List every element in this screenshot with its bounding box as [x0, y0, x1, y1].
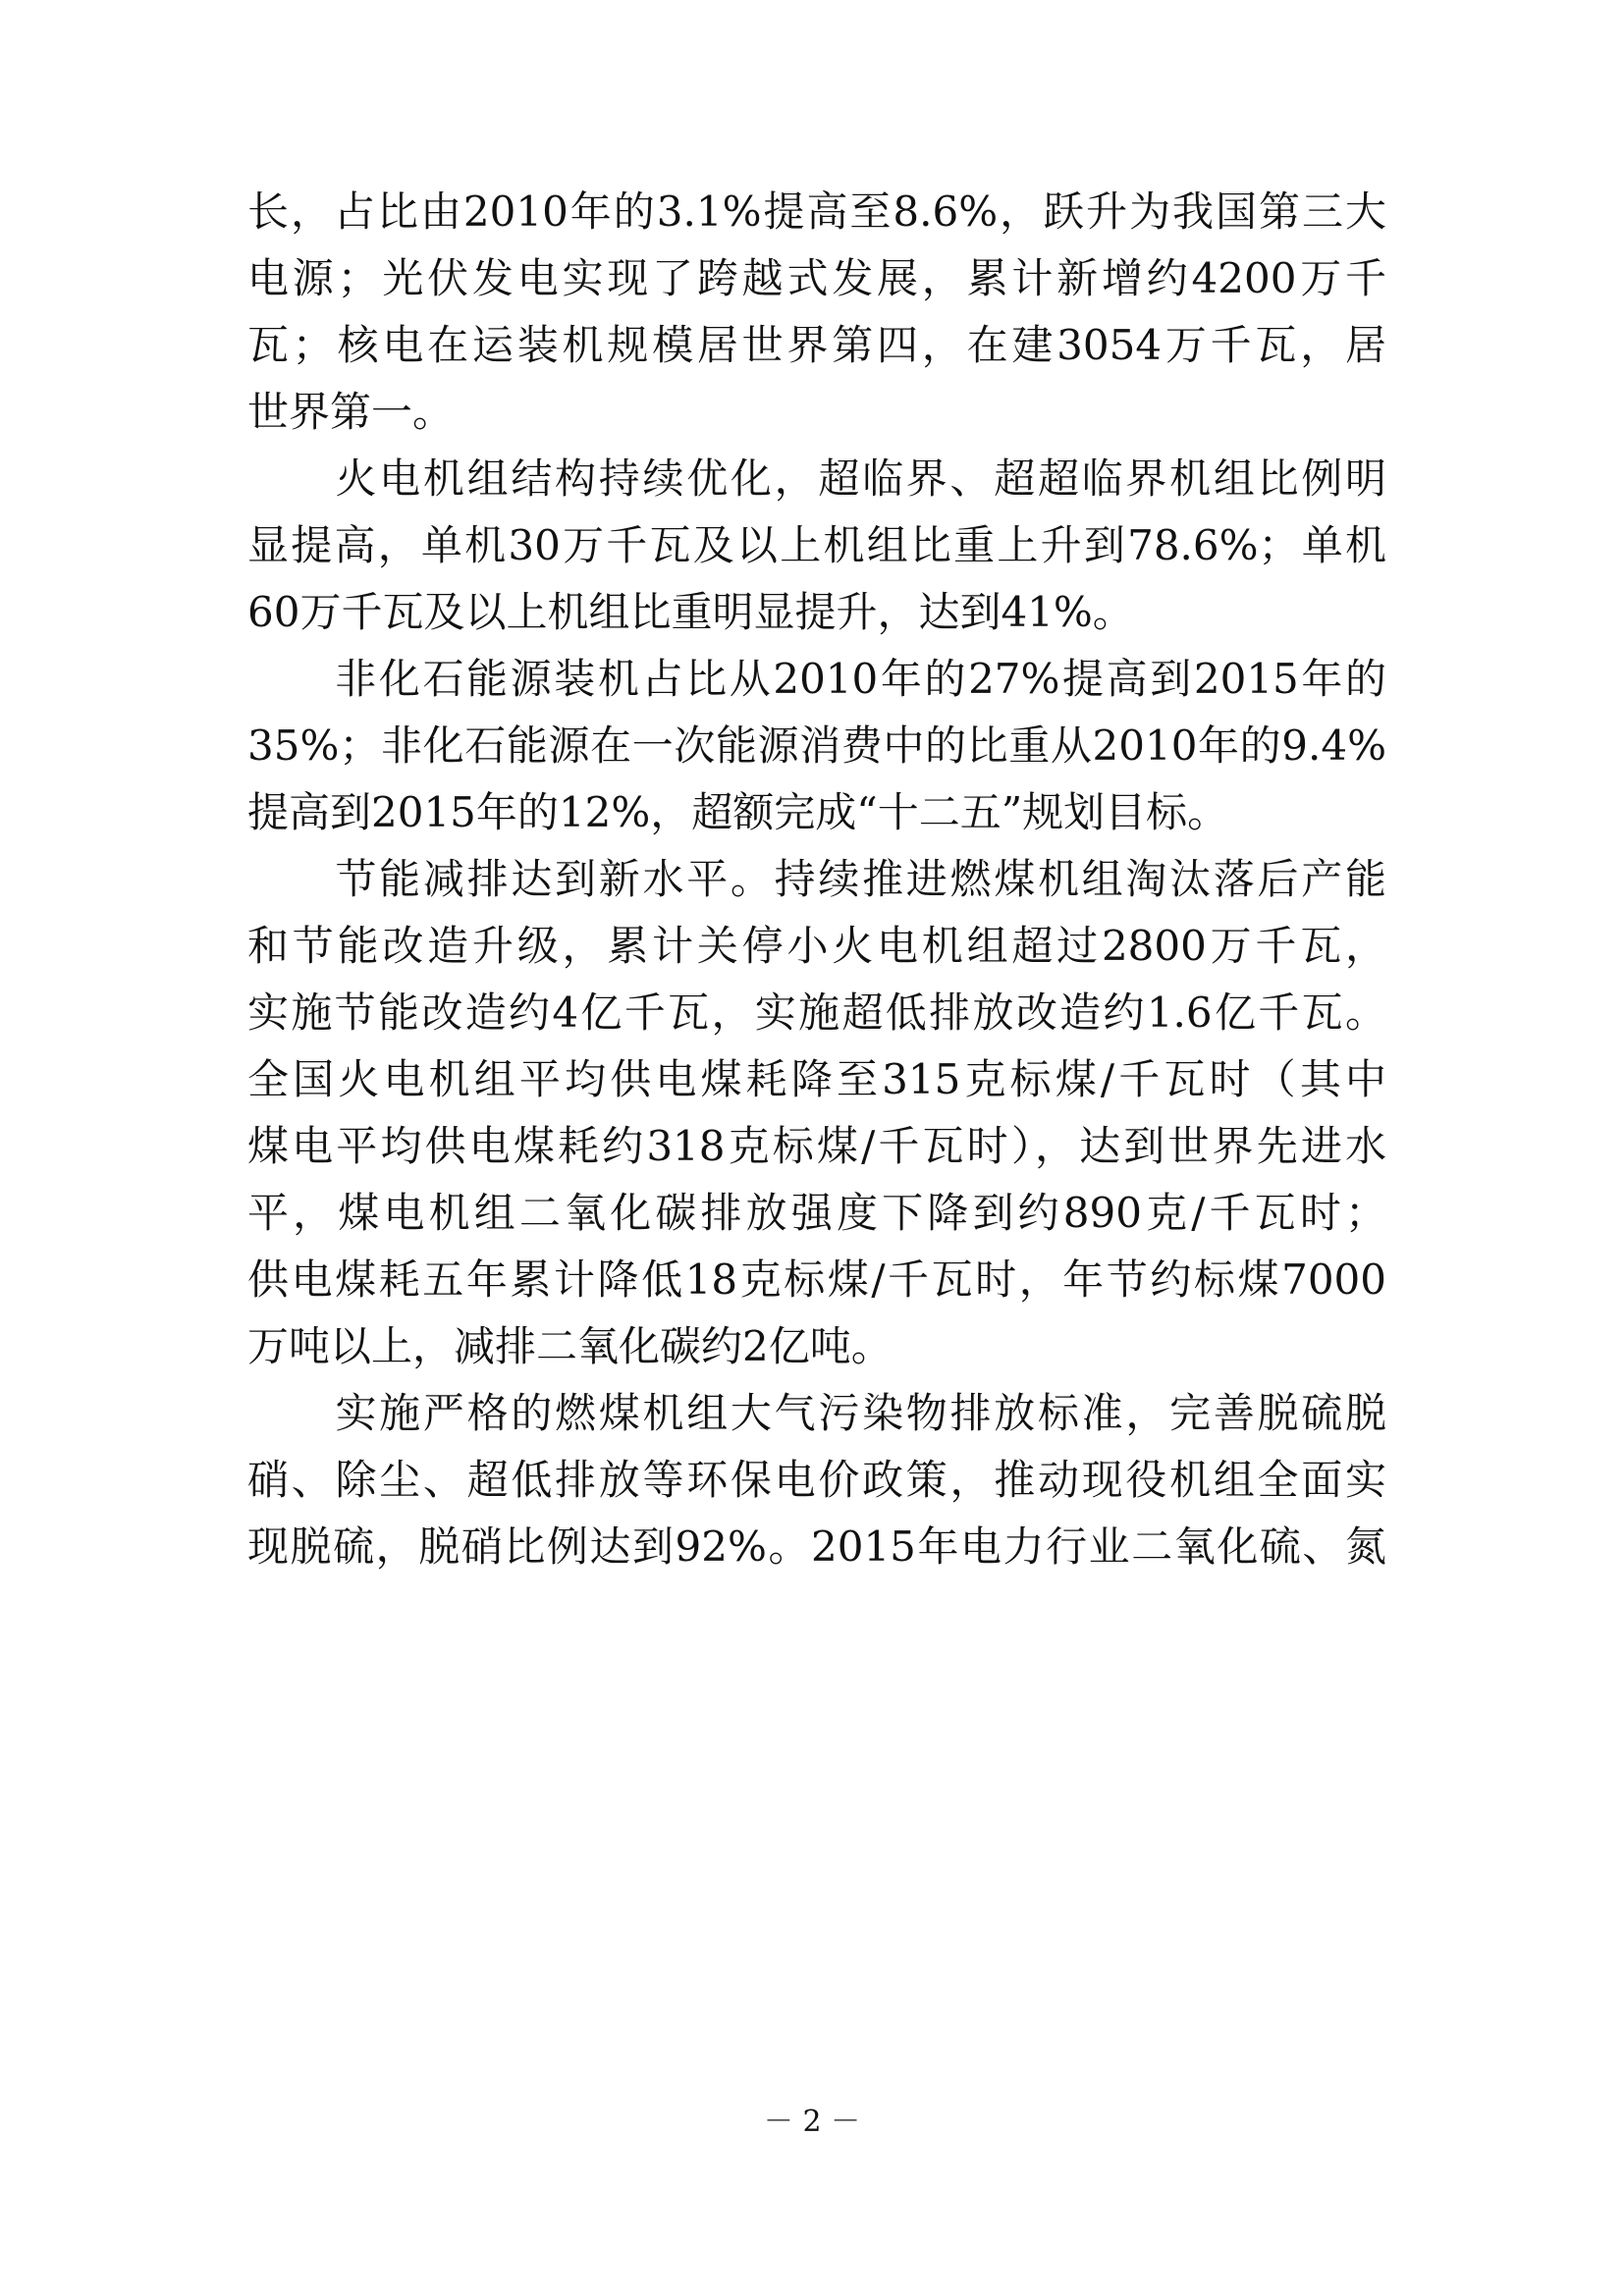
paragraph-2: [247, 446, 1386, 646]
text-line: 平，煤电机组二氧化碳排放强度下降到约890克/千瓦时；: [247, 1189, 1386, 1237]
page-number: － 2 －: [763, 2105, 861, 2139]
text-line: 电源；光伏发电实现了跨越式发展，累计新增约4200万千: [247, 254, 1386, 302]
text-line: 现脱硫，脱硝比例达到92%。2015年电力行业二氧化硫、氮: [247, 1522, 1386, 1571]
text-line: 节能减排达到新水平。持续推进燃煤机组淘汰落后产能: [247, 855, 1386, 903]
text-line: 全国火电机组平均供电煤耗降至315克标煤/千瓦时（其中: [247, 1055, 1386, 1103]
paragraph-4: [247, 846, 1386, 1380]
paragraph-5: [247, 1380, 1386, 1580]
text-line: 硝、除尘、超低排放等环保电价政策，推动现役机组全面实: [247, 1456, 1386, 1504]
text-line: 提高到2015年的12%，超额完成“十二五”规划目标。: [247, 788, 1229, 836]
paragraph-3: [247, 646, 1386, 846]
text-line: 万吨以上，减排二氧化碳约2亿吨。: [247, 1322, 893, 1370]
text-line: 煤电平均供电煤耗约318克标煤/千瓦时），达到世界先进水: [247, 1122, 1386, 1170]
document-body: [247, 179, 1386, 1580]
text-line: 35%；非化石能源在一次能源消费中的比重从2010年的9.4%: [247, 721, 1386, 770]
text-line: 长，占比由2010年的3.1%提高至8.6%，跃升为我国第三大: [247, 187, 1386, 236]
text-line: 瓦；核电在运装机规模居世界第四，在建3054万千瓦，居: [247, 321, 1386, 369]
paragraph-1: [247, 179, 1386, 446]
text-line: 实施节能改造约4亿千瓦，实施超低排放改造约1.6亿千瓦。: [247, 988, 1386, 1037]
text-line: 非化石能源装机占比从2010年的27%提高到2015年的: [247, 655, 1386, 703]
text-line: 实施严格的燃煤机组大气污染物排放标准，完善脱硫脱: [247, 1389, 1386, 1437]
text-line: 60万千瓦及以上机组比重明显提升，达到41%。: [247, 588, 1134, 636]
text-line: 供电煤耗五年累计降低18克标煤/千瓦时，年节约标煤7000: [247, 1255, 1386, 1304]
text-line: 和节能改造升级，累计关停小火电机组超过2800万千瓦，: [247, 922, 1386, 970]
text-line: 火电机组结构持续优化，超临界、超超临界机组比例明: [247, 454, 1386, 503]
text-line: 世界第一。: [247, 388, 455, 436]
text-line: 显提高，单机30万千瓦及以上机组比重上升到78.6%；单机: [247, 521, 1386, 569]
